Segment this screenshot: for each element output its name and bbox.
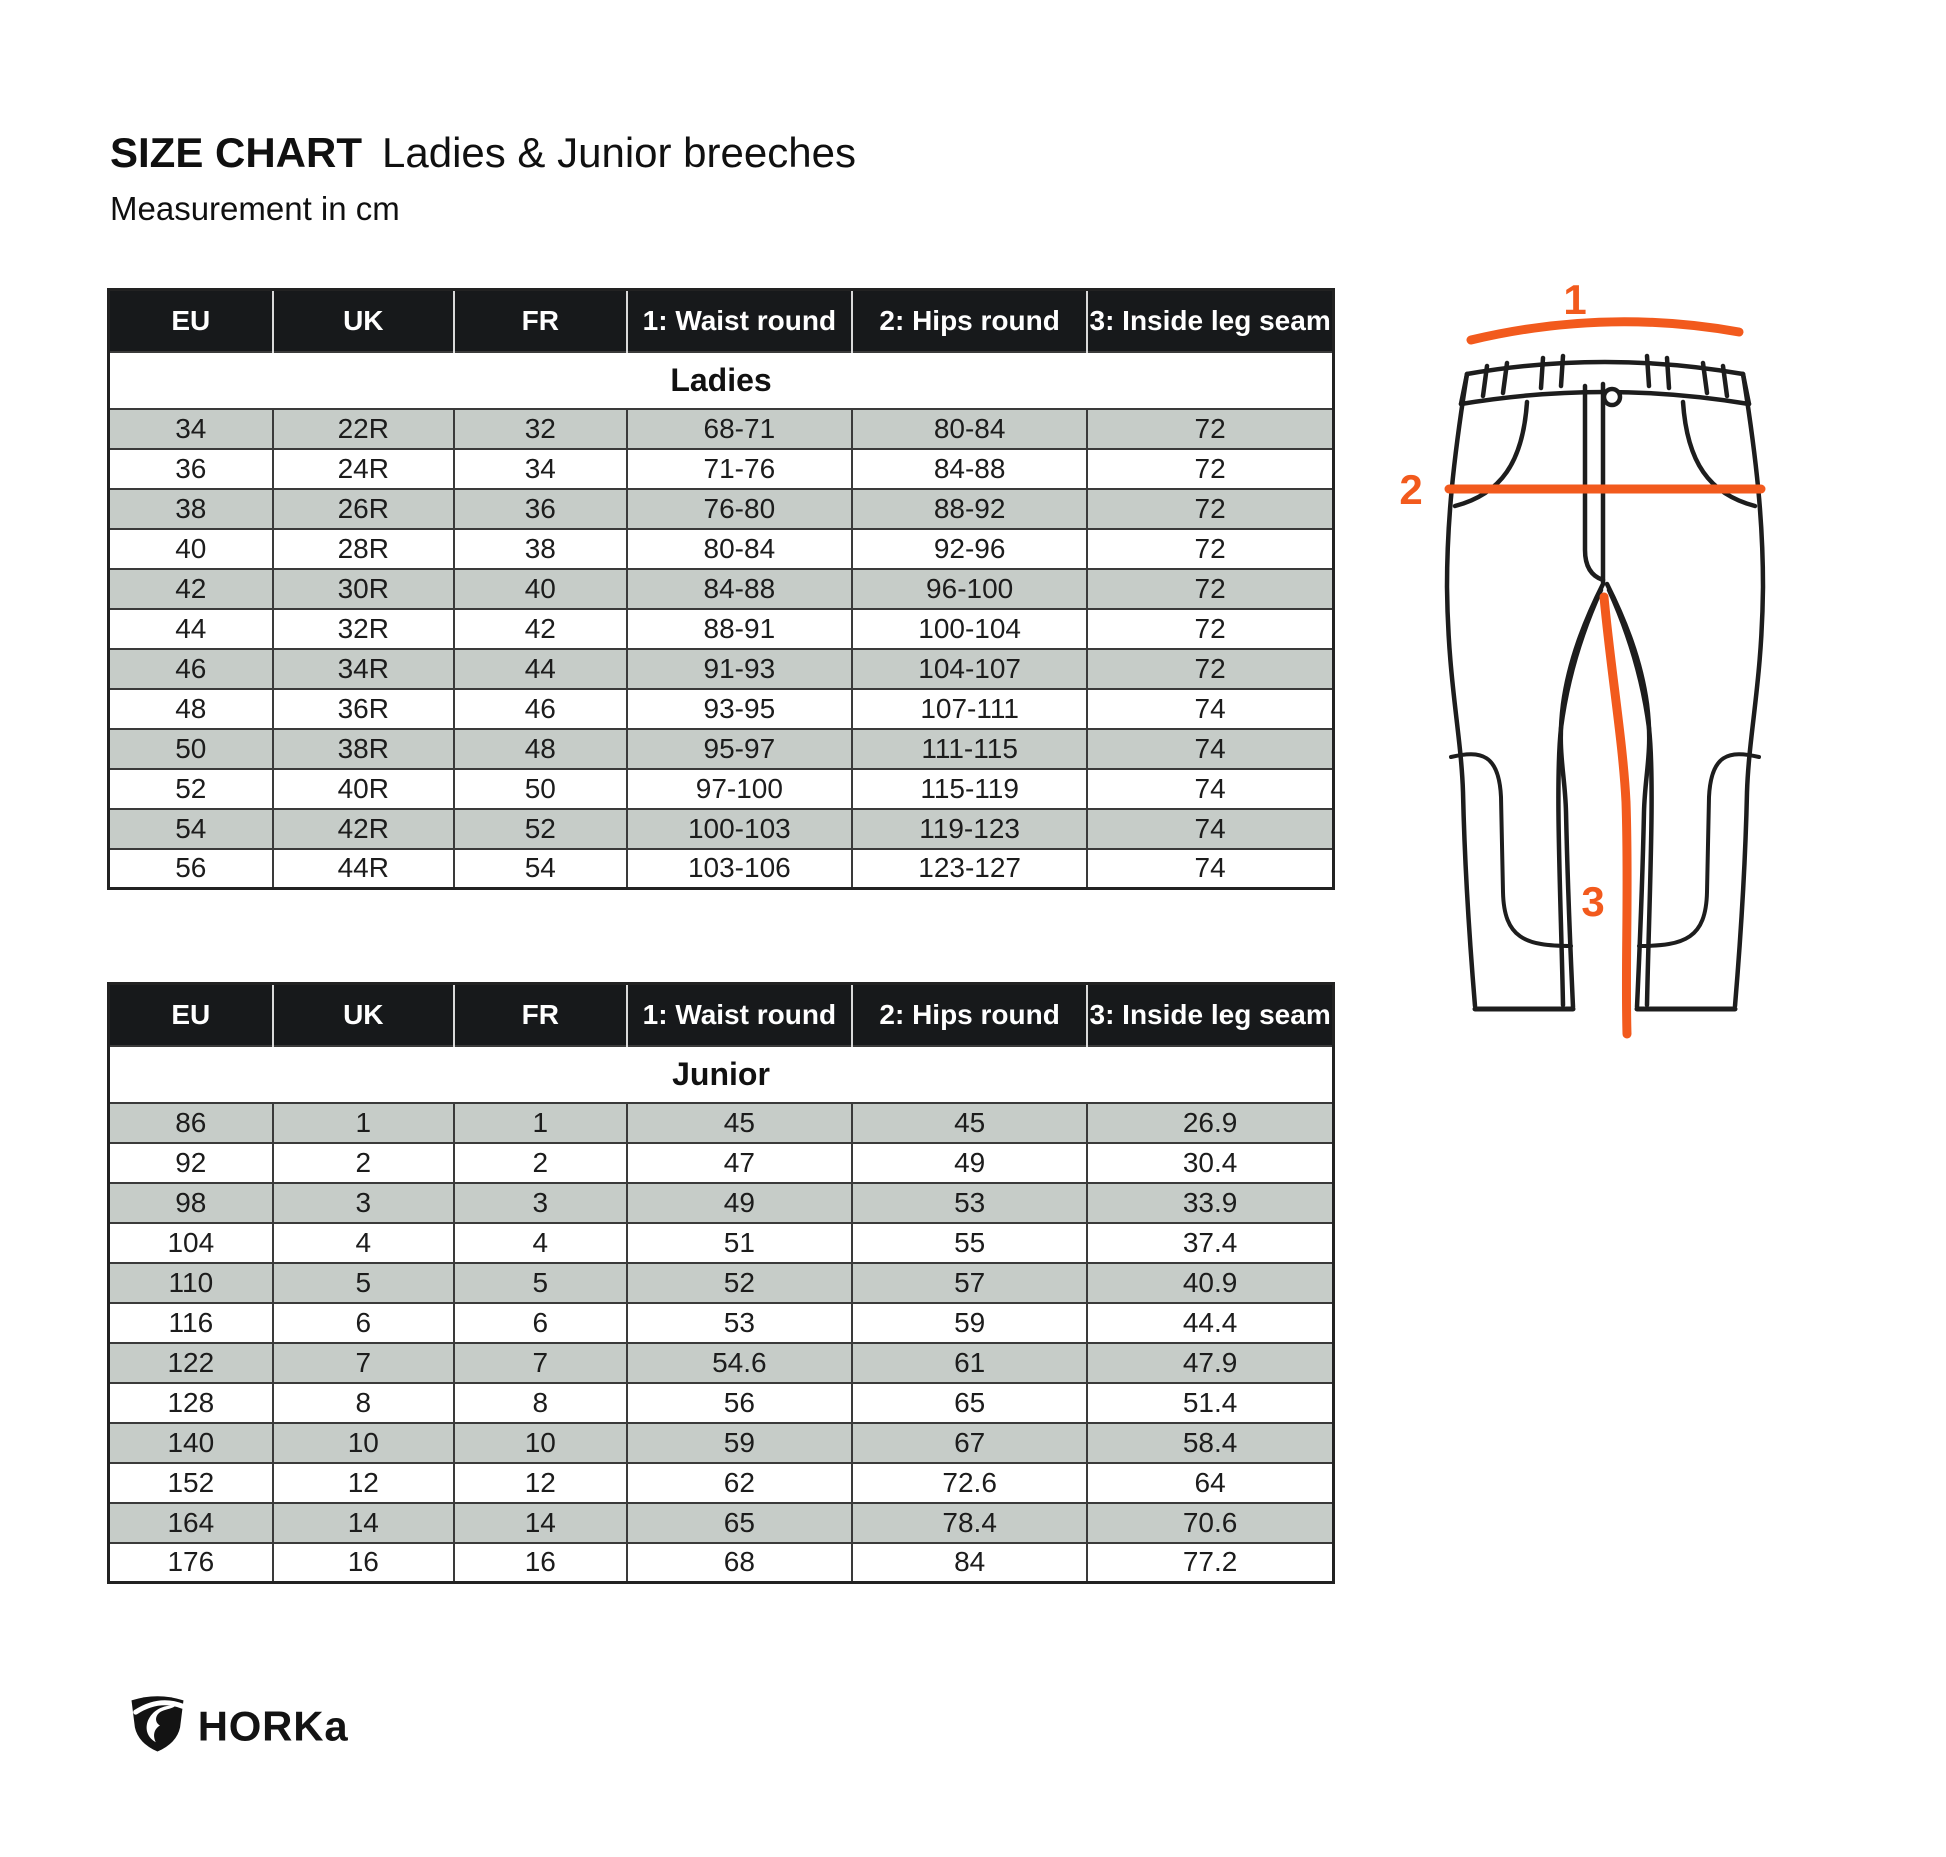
size-cell: 92-96 <box>852 529 1087 569</box>
size-cell: 2 <box>454 1143 627 1183</box>
size-cell: 98 <box>109 1183 273 1223</box>
size-cell: 44R <box>273 849 454 889</box>
size-row <box>109 809 1334 849</box>
size-row <box>109 1463 1334 1503</box>
size-cell: 8 <box>273 1383 454 1423</box>
size-cell: 7 <box>454 1343 627 1383</box>
col-header-waist: 1: Waist round <box>627 984 852 1046</box>
page-title <box>110 130 856 176</box>
breeches-illustration <box>1385 252 1825 1064</box>
size-cell: 50 <box>454 769 627 809</box>
size-cell: 3 <box>273 1183 454 1223</box>
breeches-outline <box>1447 356 1763 1009</box>
size-cell: 16 <box>273 1543 454 1583</box>
size-cell: 52 <box>454 809 627 849</box>
size-cell: 104-107 <box>852 649 1087 689</box>
col-header-eu: EU <box>109 290 273 352</box>
size-cell: 38 <box>109 489 273 529</box>
size-row <box>109 769 1334 809</box>
size-cell: 52 <box>109 769 273 809</box>
size-cell: 68-71 <box>627 409 852 449</box>
size-cell: 110 <box>109 1263 273 1303</box>
size-cell: 100-104 <box>852 609 1087 649</box>
size-cell: 122 <box>109 1343 273 1383</box>
col-header-inseam: 3: Inside leg seam <box>1087 984 1333 1046</box>
size-cell: 10 <box>454 1423 627 1463</box>
size-row <box>109 1423 1334 1463</box>
size-cell: 46 <box>109 649 273 689</box>
size-cell: 8 <box>454 1383 627 1423</box>
size-cell: 49 <box>852 1143 1087 1183</box>
size-row <box>109 1183 1334 1223</box>
size-row <box>109 689 1334 729</box>
size-cell: 95-97 <box>627 729 852 769</box>
size-row <box>109 1503 1334 1543</box>
page-title-suffix: Ladies & Junior breeches <box>382 129 856 176</box>
size-cell: 77.2 <box>1087 1543 1333 1583</box>
size-cell: 34R <box>273 649 454 689</box>
size-cell: 54.6 <box>627 1343 852 1383</box>
size-cell: 54 <box>109 809 273 849</box>
size-row <box>109 849 1334 889</box>
size-cell: 84 <box>852 1543 1087 1583</box>
size-cell: 100-103 <box>627 809 852 849</box>
size-cell: 68 <box>627 1543 852 1583</box>
size-cell: 72 <box>1087 609 1333 649</box>
size-cell: 42 <box>109 569 273 609</box>
col-header-uk: UK <box>273 290 454 352</box>
size-cell: 54 <box>454 849 627 889</box>
size-cell: 72 <box>1087 569 1333 609</box>
size-cell: 38 <box>454 529 627 569</box>
size-cell: 5 <box>273 1263 454 1303</box>
size-row <box>109 1303 1334 1343</box>
size-cell: 45 <box>627 1103 852 1143</box>
col-header-hips: 2: Hips round <box>852 984 1087 1046</box>
size-cell: 97-100 <box>627 769 852 809</box>
size-cell: 65 <box>852 1383 1087 1423</box>
size-cell: 55 <box>852 1223 1087 1263</box>
size-cell: 51.4 <box>1087 1383 1333 1423</box>
table-title: Junior <box>109 1046 1334 1103</box>
measurement-note: Measurement in cm <box>110 190 400 228</box>
size-row <box>109 409 1334 449</box>
size-cell: 34 <box>109 409 273 449</box>
size-cell: 58.4 <box>1087 1423 1333 1463</box>
measure-1-label: 1 <box>1563 276 1587 323</box>
size-cell: 6 <box>273 1303 454 1343</box>
size-row <box>109 1343 1334 1383</box>
size-cell: 37.4 <box>1087 1223 1333 1263</box>
size-cell: 72 <box>1087 529 1333 569</box>
col-header-uk: UK <box>273 984 454 1046</box>
size-cell: 86 <box>109 1103 273 1143</box>
size-cell: 16 <box>454 1543 627 1583</box>
size-cell: 40.9 <box>1087 1263 1333 1303</box>
size-cell: 61 <box>852 1343 1087 1383</box>
measure-1-waist-line <box>1471 322 1739 340</box>
horka-logo <box>103 1692 403 1754</box>
size-cell: 1 <box>273 1103 454 1143</box>
size-cell: 12 <box>273 1463 454 1503</box>
size-cell: 47.9 <box>1087 1343 1333 1383</box>
col-header-eu: EU <box>109 984 273 1046</box>
size-cell: 4 <box>454 1223 627 1263</box>
size-cell: 34 <box>454 449 627 489</box>
col-header-waist: 1: Waist round <box>627 290 852 352</box>
size-row <box>109 569 1334 609</box>
size-cell: 52 <box>627 1263 852 1303</box>
page-title-bold: SIZE CHART <box>110 129 362 176</box>
size-cell: 44 <box>454 649 627 689</box>
size-cell: 80-84 <box>852 409 1087 449</box>
size-row <box>109 529 1334 569</box>
size-cell: 72 <box>1087 649 1333 689</box>
size-cell: 32R <box>273 609 454 649</box>
size-cell: 76-80 <box>627 489 852 529</box>
size-row <box>109 1103 1334 1143</box>
col-header-inseam: 3: Inside leg seam <box>1087 290 1333 352</box>
size-cell: 84-88 <box>852 449 1087 489</box>
size-cell: 92 <box>109 1143 273 1183</box>
size-cell: 65 <box>627 1503 852 1543</box>
size-cell: 22R <box>273 409 454 449</box>
size-cell: 119-123 <box>852 809 1087 849</box>
table-title: Ladies <box>109 352 1334 409</box>
size-cell: 91-93 <box>627 649 852 689</box>
size-cell: 14 <box>273 1503 454 1543</box>
size-cell: 51 <box>627 1223 852 1263</box>
document-header <box>110 130 856 228</box>
ladies-table-container <box>107 288 1335 890</box>
size-cell: 116 <box>109 1303 273 1343</box>
size-row <box>109 1263 1334 1303</box>
col-header-fr: FR <box>454 984 627 1046</box>
size-cell: 140 <box>109 1423 273 1463</box>
size-cell: 48 <box>109 689 273 729</box>
size-cell: 72 <box>1087 489 1333 529</box>
col-header-fr: FR <box>454 290 627 352</box>
size-cell: 40R <box>273 769 454 809</box>
measure-3-label: 3 <box>1581 878 1605 925</box>
size-cell: 6 <box>454 1303 627 1343</box>
size-cell: 59 <box>627 1423 852 1463</box>
size-cell: 123-127 <box>852 849 1087 889</box>
size-cell: 72 <box>1087 409 1333 449</box>
size-cell: 84-88 <box>627 569 852 609</box>
horka-wordmark: HORKa <box>197 1702 349 1750</box>
size-cell: 88-92 <box>852 489 1087 529</box>
size-cell: 45 <box>852 1103 1087 1143</box>
size-cell: 96-100 <box>852 569 1087 609</box>
size-row <box>109 1543 1334 1583</box>
size-cell: 70.6 <box>1087 1503 1333 1543</box>
size-cell: 71-76 <box>627 449 852 489</box>
size-cell: 40 <box>454 569 627 609</box>
size-cell: 74 <box>1087 809 1333 849</box>
size-cell: 4 <box>273 1223 454 1263</box>
size-cell: 46 <box>454 689 627 729</box>
size-cell: 36 <box>109 449 273 489</box>
size-cell: 93-95 <box>627 689 852 729</box>
size-cell: 26.9 <box>1087 1103 1333 1143</box>
size-cell: 36R <box>273 689 454 729</box>
size-row <box>109 489 1334 529</box>
size-cell: 128 <box>109 1383 273 1423</box>
size-cell: 74 <box>1087 769 1333 809</box>
size-cell: 103-106 <box>627 849 852 889</box>
size-cell: 74 <box>1087 849 1333 889</box>
table-header-row <box>109 290 1334 352</box>
size-cell: 88-91 <box>627 609 852 649</box>
size-cell: 33.9 <box>1087 1183 1333 1223</box>
size-cell: 42 <box>454 609 627 649</box>
size-cell: 74 <box>1087 689 1333 729</box>
size-cell: 80-84 <box>627 529 852 569</box>
size-cell: 53 <box>627 1303 852 1343</box>
size-row <box>109 449 1334 489</box>
size-cell: 38R <box>273 729 454 769</box>
size-cell: 78.4 <box>852 1503 1087 1543</box>
size-cell: 40 <box>109 529 273 569</box>
size-cell: 72.6 <box>852 1463 1087 1503</box>
breeches-measurement-diagram <box>1385 252 1825 1064</box>
size-cell: 7 <box>273 1343 454 1383</box>
size-cell: 57 <box>852 1263 1087 1303</box>
ladies-size-table <box>107 288 1335 890</box>
size-row <box>109 729 1334 769</box>
junior-table-container <box>107 982 1335 1584</box>
size-cell: 74 <box>1087 729 1333 769</box>
size-cell: 5 <box>454 1263 627 1303</box>
size-row <box>109 649 1334 689</box>
size-row <box>109 1143 1334 1183</box>
col-header-hips: 2: Hips round <box>852 290 1087 352</box>
size-cell: 152 <box>109 1463 273 1503</box>
size-cell: 59 <box>852 1303 1087 1343</box>
size-cell: 176 <box>109 1543 273 1583</box>
size-cell: 48 <box>454 729 627 769</box>
size-cell: 32 <box>454 409 627 449</box>
size-cell: 30.4 <box>1087 1143 1333 1183</box>
size-cell: 107-111 <box>852 689 1087 729</box>
size-row <box>109 1383 1334 1423</box>
size-cell: 12 <box>454 1463 627 1503</box>
size-cell: 64 <box>1087 1463 1333 1503</box>
table-title-row <box>109 1046 1334 1103</box>
size-cell: 10 <box>273 1423 454 1463</box>
size-cell: 62 <box>627 1463 852 1503</box>
size-cell: 36 <box>454 489 627 529</box>
size-cell: 53 <box>852 1183 1087 1223</box>
size-cell: 1 <box>454 1103 627 1143</box>
size-cell: 44 <box>109 609 273 649</box>
size-cell: 111-115 <box>852 729 1087 769</box>
size-row <box>109 1223 1334 1263</box>
size-row <box>109 609 1334 649</box>
size-cell: 30R <box>273 569 454 609</box>
size-cell: 67 <box>852 1423 1087 1463</box>
table-title-row <box>109 352 1334 409</box>
size-cell: 26R <box>273 489 454 529</box>
size-cell: 3 <box>454 1183 627 1223</box>
measure-3-inseam-line <box>1604 597 1627 1034</box>
size-cell: 72 <box>1087 449 1333 489</box>
junior-size-table <box>107 982 1335 1584</box>
size-cell: 28R <box>273 529 454 569</box>
size-cell: 24R <box>273 449 454 489</box>
size-cell: 44.4 <box>1087 1303 1333 1343</box>
size-cell: 2 <box>273 1143 454 1183</box>
size-cell: 42R <box>273 809 454 849</box>
table-header-row <box>109 984 1334 1046</box>
size-cell: 115-119 <box>852 769 1087 809</box>
size-cell: 56 <box>109 849 273 889</box>
size-cell: 56 <box>627 1383 852 1423</box>
size-cell: 49 <box>627 1183 852 1223</box>
size-cell: 47 <box>627 1143 852 1183</box>
measure-2-label: 2 <box>1399 466 1423 513</box>
size-cell: 164 <box>109 1503 273 1543</box>
horka-shield-icon <box>132 1696 184 1751</box>
size-cell: 50 <box>109 729 273 769</box>
size-cell: 104 <box>109 1223 273 1263</box>
size-cell: 14 <box>454 1503 627 1543</box>
